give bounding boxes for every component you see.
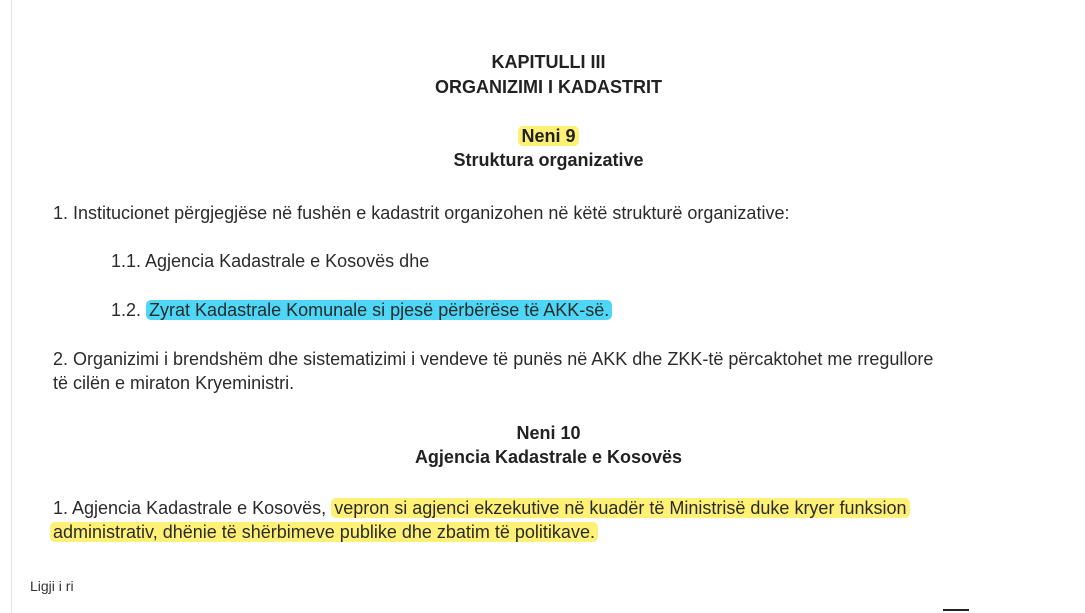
article-10-title: Agjencia Kadastrale e Kosovës (414, 447, 683, 467)
article-10-paragraph-1-line-2 (50, 520, 598, 544)
article-10-paragraph-1-highlight-2: administrativ, dhënie të shërbimeve publike dhe zbatim të politikave. (50, 522, 598, 542)
image-caption: Ligji i ri (30, 578, 74, 594)
article-9-item-2 (111, 298, 612, 322)
article-10-paragraph-1-highlight-1: vepron si agjenci ekzekutive në kuadër të Ministrisë duke kryer funksion (331, 498, 909, 518)
article-9-number: Neni 9 (518, 126, 578, 146)
article-9-paragraph-2-line-1: 2. Organizimi i brendshëm dhe sistematizimi i vendeve të punës në AKK dhe ZKK-të përcaktohet me rregullore (53, 349, 934, 369)
article-9-item-2-text: Zyrat Kadastrale Komunale si pjesë përbërëse të AKK-së. (146, 300, 612, 320)
article-9-paragraph-1: 1. Institucionet përgjegjëse në fushën e kadastrit organizohen në këtë strukturë organizative: (53, 203, 790, 223)
corner-mark (943, 609, 969, 611)
article-10-paragraph-1-line-1 (53, 496, 910, 520)
article-10-paragraph-1-plain: 1. Agjencia Kadastrale e Kosovës, (53, 498, 327, 518)
article-9-title: Struktura organizative (453, 150, 644, 170)
article-10-number: Neni 10 (516, 423, 581, 443)
chapter-title: ORGANIZIMI I KADASTRIT (435, 77, 662, 97)
document-page (12, 0, 1085, 613)
article-9-item-1: 1.1. Agjencia Kadastrale e Kosovës dhe (111, 251, 430, 271)
article-9-item-2-number: 1.2. (111, 300, 142, 320)
chapter-number: KAPITULLI III (491, 52, 606, 72)
article-9-paragraph-2-line-2: të cilën e miraton Kryeministri. (53, 373, 295, 393)
article-9-number-wrap (12, 126, 1085, 147)
